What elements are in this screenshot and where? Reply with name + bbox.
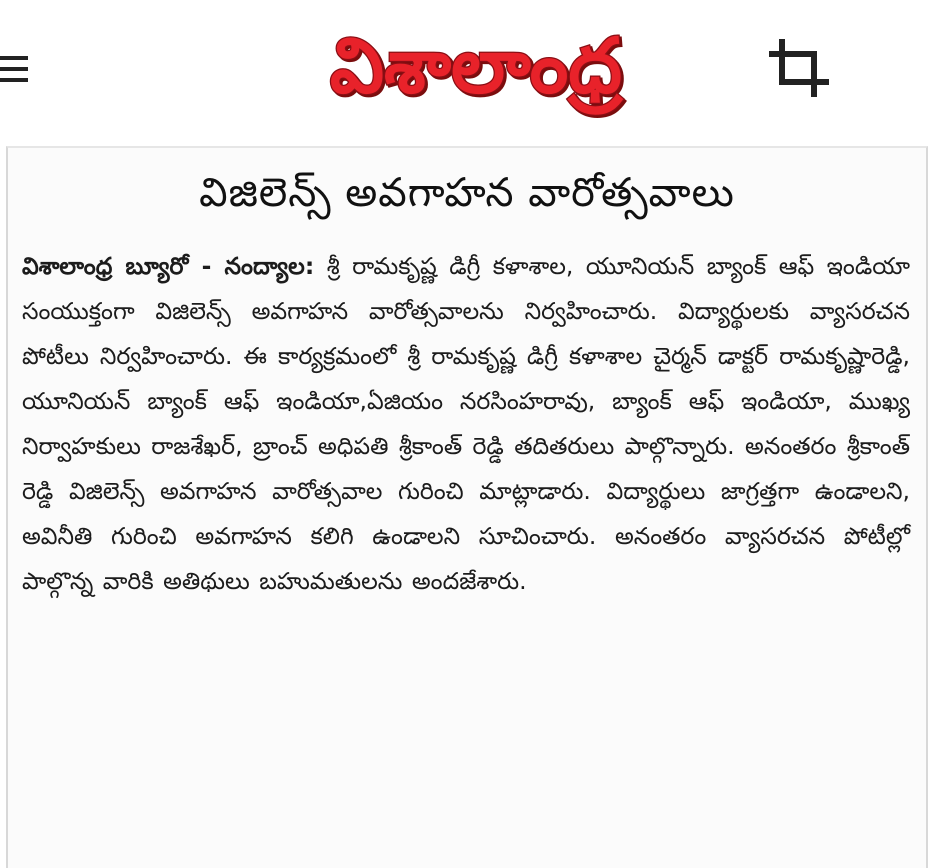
- newspaper-masthead-logo: [238, 6, 714, 124]
- article-text: శ్రీ రామకృష్ణ డిగ్రీ కళాశాల, యూనియన్ బ్యాంక్ ఆఫ్ ఇండియా సంయుక్తంగా విజిలెన్స్ అవగాహన వారోత్సవాలను నిర్వహించారు. విద్యార్థులకు వ్యాసరచన పోటీలు నిర్వహించారు. ఈ కార్యక్రమంలో శ్రీ రామకృష్ణ డిగ్రీ కళాశాల చైర్మన్ డాక్టర్ రామకృష్ణారెడ్డి, యూనియన్ బ్యాంక్ ఆఫ్ ఇండియా,ఏజియం నరసింహరావు, బ్యాంక్ ఆఫ్ ఇండియా, ముఖ్య నిర్వాహకులు రాజశేఖర్, బ్రాంచ్ అధిపతి శ్రీకాంత్ రెడ్డి తదితరులు పాల్గొన్నారు. అనంతరం శ్రీకాంత్ రెడ్డి విజిలెన్స్ అవగాహన వారోత్సవాల గురించి మాట్లాడారు. విద్యార్థులు జాగ్రత్తగా ఉండాలని, అవినీతి గురించి అవగాహన కలిగి ఉండాలని సూచించారు. అనంతరం వ్యాసరచన పోటీల్లో పాల్గొన్న వారికి అతిథులు బహుమతులను అందజేశారు.: [22, 252, 910, 595]
- crop-icon[interactable]: [768, 38, 832, 102]
- menu-bar: [0, 78, 28, 82]
- news-clipping: [6, 146, 928, 868]
- hamburger-menu-icon[interactable]: [0, 50, 32, 90]
- article-body: [22, 244, 910, 604]
- article-dateline: విశాలాంధ్ర బ్యూరో - నంద్యాల:: [22, 252, 315, 280]
- masthead-logo-text: విశాలాంధ్ర: [330, 21, 622, 110]
- menu-bar: [0, 67, 28, 71]
- top-toolbar: [0, 0, 935, 140]
- menu-bar: [0, 56, 28, 60]
- masthead-logo-svg: [238, 6, 714, 124]
- article-headline: విజిలెన్స్ అవగాహన వారోత్సవాలు: [199, 170, 735, 216]
